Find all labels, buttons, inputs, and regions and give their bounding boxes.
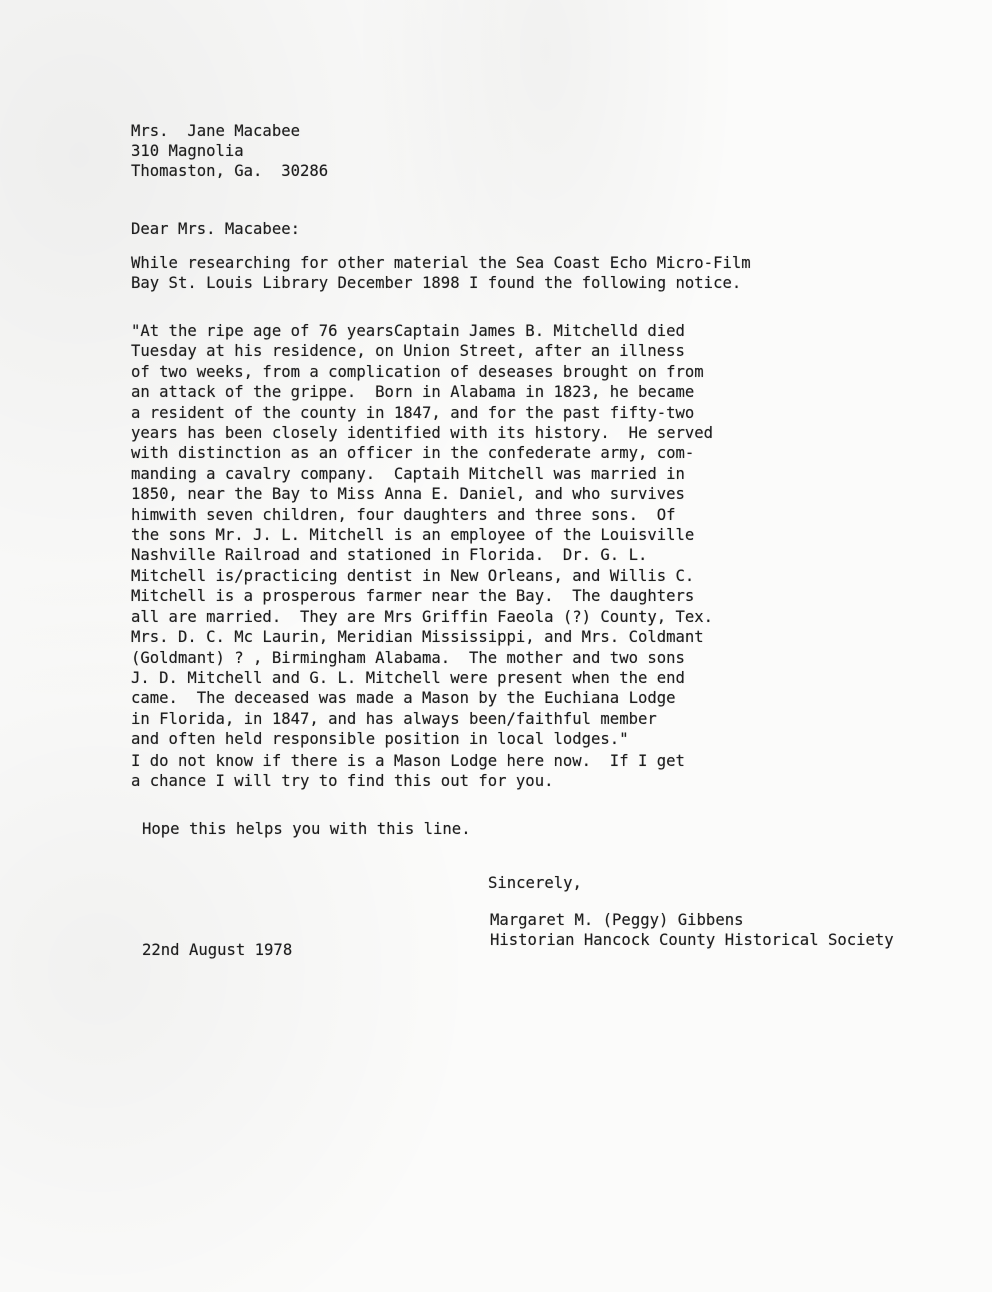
intro-paragraph (131, 253, 751, 294)
notice-line: J. D. Mitchell and G. L. Mitchell were present when the end (131, 668, 685, 687)
signature-name: Margaret M. (Peggy) Gibbens (490, 911, 744, 929)
notice-line: of two weeks, from a complication of deseases brought on from (131, 362, 704, 381)
signoff: Sincerely, (488, 874, 582, 892)
notice-line: years has been closely identified with its history. He served (131, 424, 714, 443)
notice-line: 1850, near the Bay to Miss Anna E. Daniel, and who survives (131, 485, 685, 504)
notice-line: the sons Mr. J. L. Mitchell is an employee of the Louisville (131, 526, 695, 545)
closing-line: I do not know if there is a Mason Lodge here now. If I get (131, 752, 685, 770)
recipient-street: 310 Magnolia (131, 142, 244, 160)
recipient-city: Thomaston, Ga. 30286 (131, 162, 329, 180)
notice-line: a resident of the county in 1847, and for the past fifty-two (131, 403, 695, 422)
notice-line: all are married. They are Mrs Griffin Faeola (?) County, Tex. (131, 607, 714, 626)
intro-line: Bay St. Louis Library December 1898 I found the following notice. (131, 274, 742, 293)
notice-line: "At the ripe age of 76 yearsCaptain James B. Mitchelld died (131, 322, 685, 340)
salutation: Dear Mrs. Macabee: (131, 220, 300, 238)
notice-line: Nashville Railroad and stationed in Florida. Dr. G. L. (131, 546, 648, 565)
notice-line: and often held responsible position in local lodges." (131, 730, 629, 749)
notice-line: Mitchell is/practicing dentist in New Orleans, and Willis C. (131, 566, 695, 585)
hope-line: Hope this helps you with this line. (142, 820, 471, 838)
notice-line: Mrs. D. C. Mc Laurin, Meridian Mississippi, and Mrs. Coldmant (131, 628, 704, 647)
recipient-name: Mrs. Jane Macabee (131, 122, 300, 140)
notice-line: manding a cavalry company. Captaih Mitchell was married in (131, 464, 685, 483)
notice-line: with distinction as an officer in the confederate army, com- (131, 444, 695, 463)
notice-line: (Goldmant) ? , Birmingham Alabama. The mother and two sons (131, 648, 685, 667)
letter-date: 22nd August 1978 (142, 941, 293, 959)
notice-line: Tuesday at his residence, on Union Street, after an illness (131, 342, 685, 361)
closing-paragraph (131, 751, 685, 792)
intro-line: While researching for other material the Sea Coast Echo Micro-Film (131, 254, 751, 272)
newspaper-notice-quote (131, 321, 713, 750)
notice-line: Mitchell is a prosperous farmer near the Bay. The daughters (131, 587, 695, 606)
notice-line: himwith seven children, four daughters and three sons. Of (131, 505, 676, 524)
notice-line: an attack of the grippe. Born in Alabama in 1823, he became (131, 383, 695, 402)
closing-line: a chance I will try to find this out for you. (131, 772, 554, 791)
notice-line: came. The deceased was made a Mason by the Euchiana Lodge (131, 689, 676, 708)
notice-line: in Florida, in 1847, and has always been/faithful member (131, 709, 657, 728)
signature-title: Historian Hancock County Historical Society (490, 931, 894, 949)
